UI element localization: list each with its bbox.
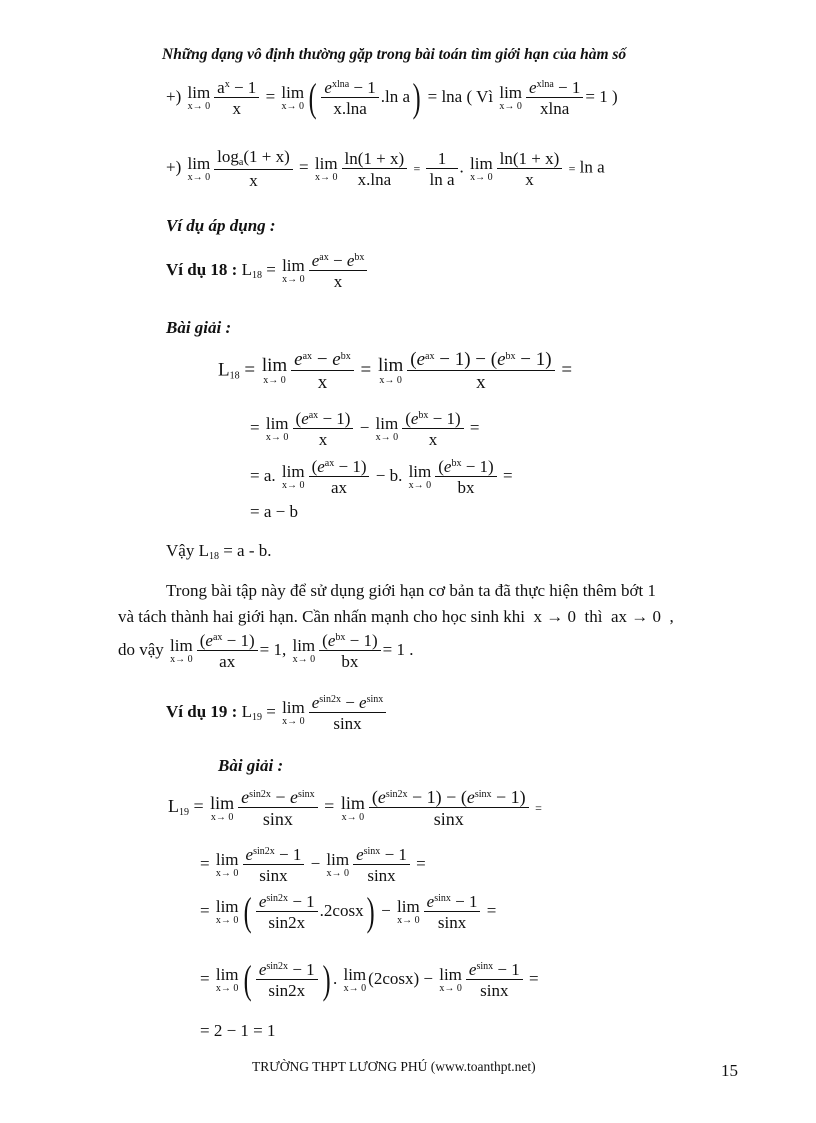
solution-18-line-2: = lim x→ 0 $\frac{(e^{ax} - 1)}{x}$ − lim x→ 0 $\frac{(e^{bx} - 1)}{x}$ = <box>250 409 480 449</box>
solution-19-line-2: = lim x→ 0 $\frac{e^{sin2x} - 1}{\sin x}$ − lim x→ 0 $\frac{e^{sinx} - 1}{\sin x}$ = <box>200 845 426 885</box>
section-vi-du-ap-dung: Ví dụ áp dụng : <box>166 216 276 235</box>
page-number: 15 <box>721 1061 738 1080</box>
page-header-title: Những dạng vô định thường gặp trong bài toán tìm giới hạn của hàm số <box>162 46 627 63</box>
section-bai-giai-2: Bài giải : <box>218 756 284 775</box>
example-18: Ví dụ 18 : $L_{18}$ = lim x→ 0 $\frac{e^{ax} - e^{bx}}{x}$ <box>166 252 369 290</box>
formula-2: +) lim x→ 0 $\frac{\log_a(1 + x)}{x}$ = lim x→ 0 $\frac{\ln(1 + x)}{x.\ln a}$ = $\frac{1}{\text{ln a}}$ . lim x→ 0 $\frac{\ln(1 + x)}{x}$ = ln a <box>166 147 605 190</box>
paragraph-line-2: và tách thành hai giới hạn. Cần nhấn mạnh cho học sinh khi x → 0 thì ax → 0 , <box>118 607 674 626</box>
paragraph-line-1: Trong bài tập này để sử dụng giới hạn cơ bản ta đã thực hiện thêm bớt 1 <box>166 581 656 600</box>
paragraph-line-3: do vậy lim x→ 0 $\frac{(e^{ax} - 1)}{ax}$ = 1, lim x→ 0 $\frac{(e^{bx} - 1)}{bx}$ = 1 . <box>118 631 414 671</box>
example-19: Ví dụ 19 : $L_{19}$ = lim x→ 0 $\frac{e^{sin2x} - e^{sinx}}{\sin x}$ <box>166 694 388 732</box>
solution-18-line-4: = a − b <box>250 502 298 521</box>
solution-18-line-3: = a. lim x→ 0 $\frac{(e^{ax} - 1)}{ax}$ − b. lim x→ 0 $\frac{(e^{bx} - 1)}{bx}$ = <box>250 457 513 497</box>
solution-19-line-1: $L_{19}$ = lim x→ 0 $\frac{e^{sin2x} - e^{sinx}}{\sin x}$ = lim x→ 0 $\frac{(e^{sin2x} - 1) - (e^{sinx} - 1)}{\sin x}$ = <box>168 787 542 829</box>
solution-19-line-5: = 2 − 1 = 1 <box>200 1021 276 1040</box>
solution-18-line-1: $L_{18}$ = lim x→ 0 $\frac{e^{ax} - e^{bx}}{x}$ = lim x→ 0 $\frac{(e^{ax} - 1) - (e^{bx} - 1)}{x}$ = <box>218 349 573 393</box>
section-bai-giai-1: Bài giải : <box>166 318 232 337</box>
conclusion-18: Vậy $L_{18} = a - b$. <box>166 541 272 562</box>
solution-19-line-4: = lim x→ 0 ( $\frac{e^{sin2x} - 1}{\sin 2x}$ ) . lim x→ 0 (2cosx) − lim x→ 0 $\frac{e^{sinx} - 1}{\sin x}$ = <box>200 957 539 1002</box>
solution-19-line-3: = lim x→ 0 ( $\frac{e^{sin2x} - 1}{\sin 2x}$ .2cosx) − lim x→ 0 $\frac{e^{sinx} - 1}{\sin x}$ = <box>200 889 497 934</box>
footer-school: TRƯỜNG THPT LƯƠNG PHÚ (www.toanthpt.net) <box>252 1059 536 1074</box>
formula-1: +) lim x→ 0 $\frac{a^x - 1}{x}$ = lim x→ 0 ( $\frac{e^{xlna} - 1}{x.\ln a}$ .ln a) = lna ( Vì lim x→ 0 $\frac{e^{xlna} - 1}{xlna}$ = 1 ) <box>166 75 618 120</box>
